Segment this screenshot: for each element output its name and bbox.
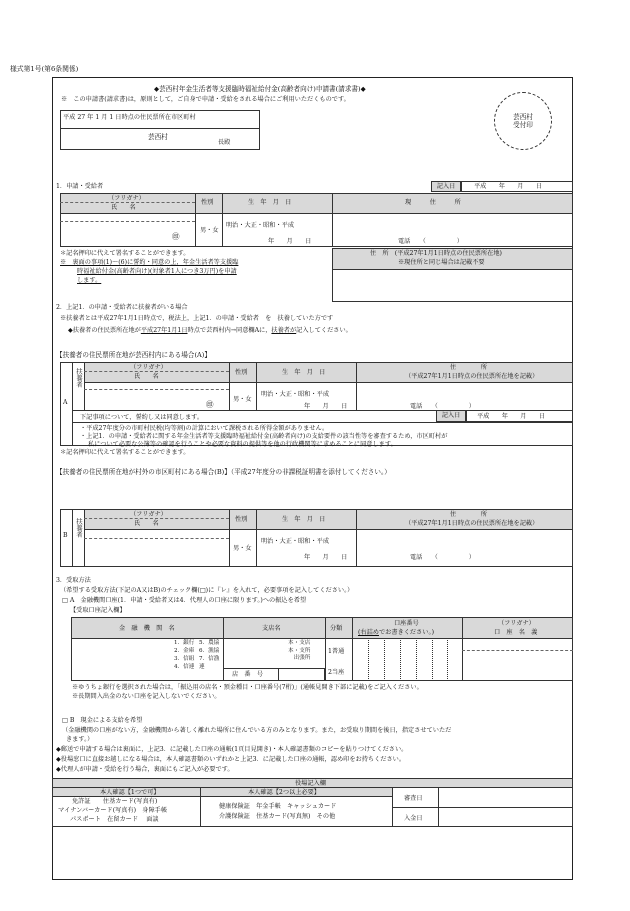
yucho-note1: ※ゆうちょ銀行を選択された場合は，「振込用の店名・預金種目・口座番号(7桁)」(通帳見開き下部に記載)をご記入ください。 <box>72 684 423 691</box>
municipality-header: 平成 27 年 1 月 1 日時点の住民票所在市区町村 <box>63 114 196 121</box>
holder-name-h: 口 座 名 義 <box>494 629 538 636</box>
number-h2: (右詰めでお書きください。) <box>358 629 434 636</box>
form-title: ◆芸西村年金生活者等支援臨時福祉給付金(高齢者向け)申請書(請求書)◆ <box>154 85 366 93</box>
s2-secA-title: 【扶養者の住民票所在地が芸西村内にある場合(A)】 <box>56 351 211 359</box>
s2-B-name-field[interactable] <box>85 539 228 566</box>
diamond-note1: ◆郵送で申請する場合は裏面に，上記3．に記載した口座の通帳(1頁目見開き)・本人確認書類のコピーを貼りつけてください。 <box>56 746 408 753</box>
s1-note1: ＊記名押印に代えて署名することができます。 <box>60 250 190 257</box>
account-number-field[interactable] <box>353 639 461 680</box>
section1-heading: 1．申請・受給者 <box>56 183 104 190</box>
office-review-date-field[interactable] <box>439 788 572 806</box>
s2-A-tel: 電話 （ ） <box>410 403 475 410</box>
s2-A-furigana-h: （フリガナ） <box>130 364 167 371</box>
s1-note2b: 時福祉給付金(高齢者向け)(対象者1人につき3万円)を申請 <box>77 268 237 275</box>
s2-A-address-h: 住 所 <box>450 364 488 371</box>
s1-address-h: 現 住 所 <box>405 199 461 206</box>
s1-seal-mark: ㊞ <box>172 232 180 241</box>
office-title: 役場記入欄 <box>295 780 326 787</box>
account-holder-field[interactable] <box>463 651 572 680</box>
s2-note2: ◆扶養者の住民票所在地が平成27年1月1日時点で芸西村内→同意欄Aに，扶養者が記入してください。 <box>68 327 352 334</box>
s1-date-label: 記入日 <box>431 181 461 192</box>
s1-gender-options[interactable]: 男・女 <box>200 227 219 234</box>
branch-number-label: 店 番 号 <box>232 671 263 678</box>
s2-A-date-value: 平成 年 月 日 <box>477 413 546 420</box>
s2-note1: ※扶養者とは平成27年1月1日時点で，税法上，上記1．の申請・受給者 を 扶養していた方です <box>60 315 334 322</box>
yucho-note2: ※長期間入出金のない口座を記入しないでください。 <box>72 693 221 700</box>
s2-A-bullet2b: 私について必要な公簿等の確認を行うことや必要な資料の提供等を他の行政機関等に求めることに同意します。 <box>88 441 397 448</box>
s1-note2a: ※ 裏面の事項(1)～(6)に誓約・同意の上，年金生活者等支援臨 <box>60 259 239 266</box>
s2-row-A: A <box>63 399 68 406</box>
bank-name-h: 金 融 機 関 名 <box>119 625 175 632</box>
office-review-date: 審査日 <box>404 795 423 802</box>
s2-sign-note: ＊記名押印に代えて署名することができます。 <box>60 449 190 456</box>
office-col1-line2: マイナンバーカード(写真有) 身障手帳 <box>58 807 168 814</box>
stamp-line2: 受付印 <box>513 121 533 129</box>
s2-A-address-sub: （平成27年1月1日時点の住民票所在地を記載） <box>405 373 539 380</box>
s3-option-B[interactable]: □ B 現金による支給を希望 <box>62 717 143 724</box>
office-col2-line2: 介護保険証 住基カード(写真無) その他 <box>219 813 336 820</box>
s3-subtitle: （希望する受取方法(下記のA又はB)のチェック欄(□)に『レ』を入れて，必要事項を記入してください。） <box>60 587 354 594</box>
number-h1: 口座番号 <box>394 620 419 627</box>
office-col1-header: 本人確認【1つで可】 <box>100 789 160 796</box>
s1-furigana-h: （フリガナ） <box>108 195 145 202</box>
branch-h: 支店名 <box>262 625 281 632</box>
s2-A-bullet1: ・平成27年度分の市町村民税(均等割)の計算において課税される所得金額がありません。 <box>80 425 329 432</box>
s2-A-name-field[interactable] <box>85 390 228 409</box>
s2-secB-title: 【扶養者の住民票所在地が村外の市区町村にある場合(B)】（平成27年度分の非課税証明書を添付してください。） <box>56 468 391 476</box>
s2-A-date-label: 記入日 <box>436 410 466 422</box>
s1-address-field[interactable] <box>333 214 572 236</box>
s2-B-gender-h: 性別 <box>235 516 248 523</box>
acct-type-touza[interactable]: 2当座 <box>328 669 345 676</box>
s2-A-era-options[interactable]: 明治・大正・昭和・平成 <box>261 391 330 398</box>
optB-note2: きます。） <box>66 736 94 743</box>
stamp-line1: 芸西村 <box>513 112 533 121</box>
type-h: 分類 <box>330 625 343 632</box>
s3-option-A[interactable]: □ A 金融機関口座(1．申請・受給者又は4．代理人の口座に限ります。)への振込を希望 <box>62 597 307 604</box>
s2-A-seal-mark: ㊞ <box>206 400 214 409</box>
s2-B-name-h: 氏 名 <box>134 520 159 527</box>
s1-residence-h2: ※現住所と同じ場合は記載不要 <box>398 259 485 266</box>
s2-B-furigana-h: （フリガナ） <box>130 511 167 518</box>
s2-B-era-options[interactable]: 明治・大正・昭和・平成 <box>261 538 330 545</box>
s2-A-name-h: 氏 名 <box>134 373 159 380</box>
s1-name-field[interactable] <box>61 214 194 246</box>
holder-furigana-h: （フリガナ） <box>498 620 535 627</box>
s2-B-address-sub: （平成27年1月1日時点の住民票所在地を記載） <box>405 520 539 527</box>
bank-types-left[interactable]: 1．銀行 2．金庫 3．信組 4．信連 <box>174 640 195 670</box>
diamond-note2: ◆役場窓口に直接お越しになる場合は，本人確認書類のいずれかと上記3．に記載した口座の通帳，認め印をお持ちください。 <box>56 756 406 763</box>
s2-B-side-label: 扶養者 <box>75 518 83 538</box>
s2-B-birth-ymd: 年 月 日 <box>304 554 348 561</box>
bank-types-right[interactable]: 5．農協 6．漁協 7．信漁 連 <box>199 640 220 670</box>
s1-gender-h: 性別 <box>201 199 214 206</box>
s2-A-consent: 下記事項について，誓約し又は同意します。 <box>80 414 204 421</box>
section2-heading: 2．上記1．の申請・受給者に扶養者がいる場合 <box>56 304 188 311</box>
top-note: ※ この申請書(請求書)は，原則として，ご自身で申請・受給をされる場合にご利用いただくものです。 <box>61 96 350 103</box>
s2-B-birth-h: 生 年 月 日 <box>282 516 326 523</box>
s2-A-side-label: 扶養者 <box>75 368 83 388</box>
s2-row-B: B <box>63 532 68 539</box>
office-payment-date: 入金日 <box>404 815 423 822</box>
optB-note1: （金融機関の口座がない方，金融機関から著しく離れた場所に住んでいる方のみとなります。また，お受取り期間を後日，指定させていただ <box>62 727 452 734</box>
s3-account-title: 【受取口座記入欄】 <box>70 607 126 614</box>
s1-tel: 電話 （ ） <box>398 238 463 245</box>
s2-A-birth-ymd: 年 月 日 <box>304 403 348 410</box>
village-name: 芸西村 <box>148 133 168 141</box>
office-col1-line3: パスポート 在留カード 面談 <box>70 816 159 823</box>
s1-birth-h: 生 年 月 日 <box>248 199 292 206</box>
office-col1-line1: 免許証 住基カード(写真有) <box>72 798 158 805</box>
section3-heading: 3．受取方法 <box>56 577 91 584</box>
s2-A-bullet2a: ・上記1．の申請・受給者に関する年金生活者等支援臨時福祉給付金(高齢者向け)の支給要件の該当性等を審査するため，市区町村が <box>80 433 448 440</box>
s2-B-tel: 電話 （ ） <box>410 554 475 561</box>
s1-era-options[interactable]: 明治・大正・昭和・平成 <box>226 222 295 229</box>
branch-types[interactable]: 本・支店 本・支所 出張所 <box>288 640 311 661</box>
diamond-note3: ◆代理人が申請・受給を行う場合，裏面にもご記入が必要です。 <box>56 766 234 773</box>
s2-B-address-h: 住 所 <box>450 511 488 518</box>
s1-note2c: します。 <box>77 277 102 284</box>
office-col2-line1: 健康保険証 年金手帳 キャッシュカード <box>219 803 337 810</box>
s1-name-h: 氏 名 <box>111 204 136 211</box>
s2-A-gender-h: 性別 <box>235 369 248 376</box>
mayor-suffix: 長殿 <box>218 139 231 146</box>
office-payment-date-field[interactable] <box>439 808 572 826</box>
s2-B-gender-options[interactable]: 男・女 <box>233 545 252 552</box>
s2-A-birth-h: 生 年 月 日 <box>282 369 326 376</box>
reception-stamp <box>494 92 552 150</box>
s1-residence-h1: 住 所 (平成27年1月1日時点の住民票所在地) <box>370 250 502 257</box>
form-number: 様式第1号(第6条関係) <box>10 65 79 73</box>
s2-A-gender-options[interactable]: 男・女 <box>233 396 252 403</box>
office-col2-header: 本人確認【2つ以上必要】 <box>248 789 320 796</box>
acct-type-futsu[interactable]: 1普通 <box>328 648 345 655</box>
s1-date-value: 平成 年 月 日 <box>474 183 543 190</box>
s1-birth-ymd: 年 月 日 <box>268 238 312 245</box>
